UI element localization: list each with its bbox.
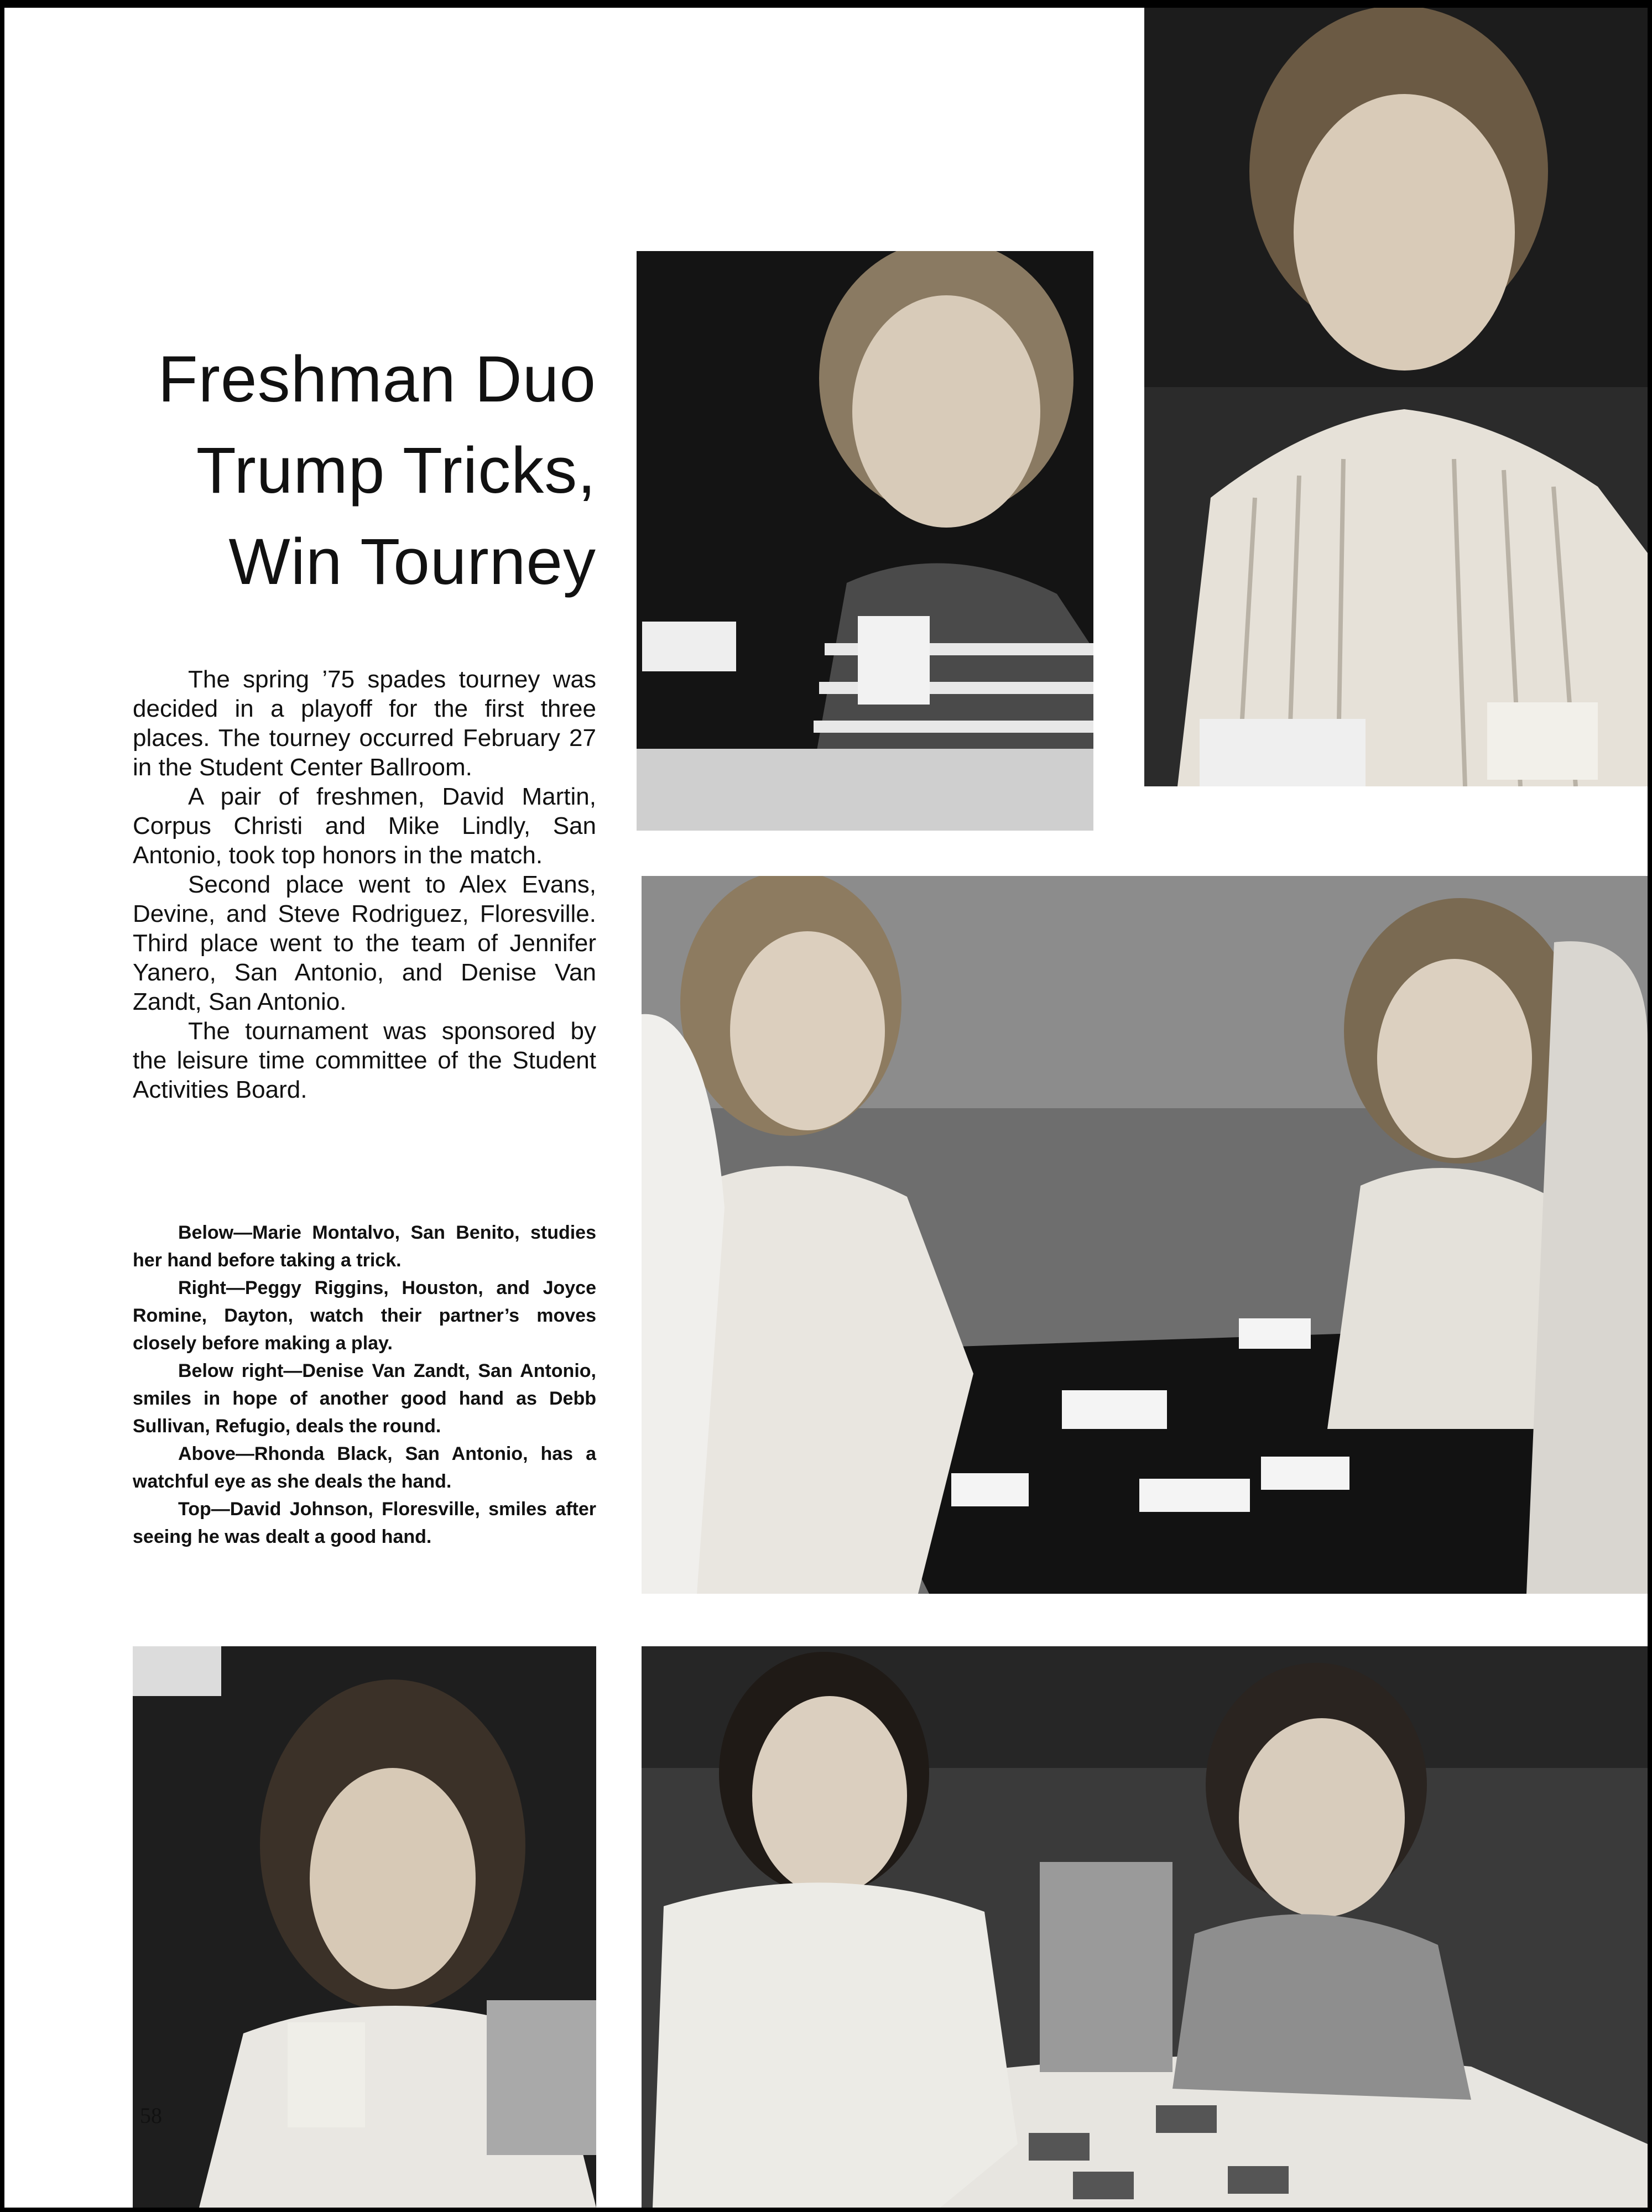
caption-below-right: Below right—Denise Van Zandt, San Antonio, smiles in hope of another good hand as Debb Sullivan, Refugio, deals the round. xyxy=(133,1360,596,1437)
caption-below: Below—Marie Montalvo, San Benito, studies her hand before taking a trick. xyxy=(133,1222,596,1271)
headline-line-1: Freshman Duo xyxy=(158,343,596,416)
photo-captions xyxy=(133,1219,596,1551)
page-number: 58 xyxy=(140,2103,162,2128)
photo-david-johnson xyxy=(1144,8,1648,786)
photo-marie-montalvo-image xyxy=(133,1646,596,2208)
photo-card-table xyxy=(642,876,1648,1594)
photo-marie-montalvo xyxy=(133,1646,596,2208)
article-body xyxy=(133,665,596,1104)
photo-denise-van-zandt-image xyxy=(642,1646,1648,2208)
photo-rhonda-black-image xyxy=(637,251,1093,831)
caption-above: Above—Rhonda Black, San Antonio, has a watchful eye as she deals the hand. xyxy=(133,1443,596,1492)
caption-top: Top—David Johnson, Floresville, smiles after seeing he was dealt a good hand. xyxy=(133,1499,596,1547)
headline-line-2: Trump Tricks, xyxy=(196,434,596,507)
photo-card-table-image xyxy=(642,876,1648,1594)
caption-right: Right—Peggy Riggins, Houston, and Joyce Romine, Dayton, watch their partner’s moves closely before making a play. xyxy=(133,1277,596,1354)
article-paragraph: The spring ’75 spades tourney was decided in a playoff for the first three places. The tourney occurred February 27 in the Student Center Ballroom. xyxy=(133,666,596,781)
headline-line-3: Win Tourney xyxy=(228,525,596,598)
photo-rhonda-black xyxy=(637,251,1093,831)
yearbook-page xyxy=(4,8,1648,2208)
headline xyxy=(71,334,596,608)
article-paragraph: The tournament was sponsored by the leisure time committee of the Student Activities Board. xyxy=(133,1018,596,1103)
article-paragraph: A pair of freshmen, David Martin, Corpus Christi and Mike Lindly, San Antonio, took top honors in the match. xyxy=(133,783,596,869)
photo-denise-van-zandt xyxy=(642,1646,1648,2208)
article-paragraph: Second place went to Alex Evans, Devine, and Steve Rodriguez, Floresville. Third place went to the team of Jennifer Yanero, San Antonio, and Denise Van Zandt, San Antonio. xyxy=(133,871,596,1015)
photo-david-johnson-image xyxy=(1144,8,1648,786)
